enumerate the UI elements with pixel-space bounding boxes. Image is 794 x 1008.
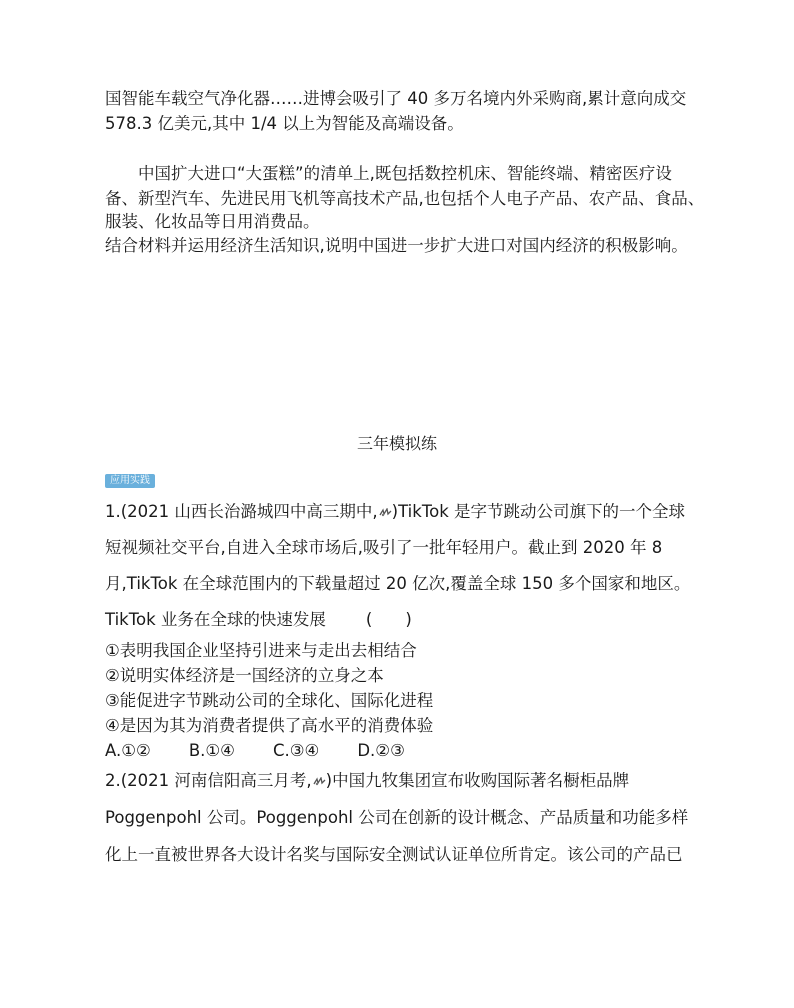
q1-line-2: 短视频社交平台,自进入全球市场后,吸引了一批年轻用户。截止到 2020 年 8 [105, 538, 663, 557]
q1-stem-start: )TikTok 是字节跳动公司旗下的一个全球 [391, 502, 685, 521]
option-b: B.①④ [188, 741, 235, 760]
option-d: D.②③ [357, 741, 405, 760]
q1-line-1 [105, 502, 685, 522]
material-line-2: 578.3 亿美元,其中 1/4 以上为智能及高端设备。 [105, 114, 464, 133]
q2-stem-start: )中国九牧集团宣布收购国际著名橱柜品牌 [325, 771, 630, 790]
question-prompt: 结合材料并运用经济生活知识,说明中国进一步扩大进口对国内经济的积极影响。 [105, 236, 688, 255]
material-line-5: 服装、化妆品等日用消费品。 [105, 212, 320, 231]
q1-line-4 [105, 610, 412, 630]
section-tag: 应用实践 [105, 474, 155, 488]
material-line-4: 备、新型汽车、先进民用飞机等高技术产品,也包括个人电子产品、农产品、食品、 [105, 189, 705, 208]
q2-line-1 [105, 771, 629, 791]
q1-item-1: ①表明我国企业坚持引进来与走出去相结合 [105, 641, 417, 660]
material-line-1: 国智能车载空气净化器……进博会吸引了 40 多万名境内外采购商,累计意向成交 [105, 89, 687, 108]
difficulty-star-icon [378, 508, 392, 518]
q2-line-2: Poggenpohl 公司。Poggenpohl 公司在创新的设计概念、产品质量和功能多样 [105, 808, 689, 827]
q1-stem-end: TikTok 业务在全球的快速发展 [105, 610, 326, 629]
difficulty-star-icon [312, 777, 326, 787]
q1-options [105, 741, 405, 761]
q1-item-3: ③能促进字节跳动公司的全球化、国际化进程 [105, 691, 434, 710]
material-line-3: 中国扩大进口“大蛋糕”的清单上,既包括数控机床、智能终端、精密医疗设 [138, 164, 672, 183]
answer-paren: ( ) [365, 610, 412, 629]
q2-line-3: 化上一直被世界各大设计名奖与国际安全测试认证单位所肯定。该公司的产品已 [105, 845, 683, 864]
q2-source: 2.(2021 河南信阳高三月考, [105, 771, 312, 790]
option-c: C.③④ [272, 741, 320, 760]
q1-line-3: 月,TikTok 在全球范围内的下载量超过 20 亿次,覆盖全球 150 多个国家和地区。 [105, 574, 691, 593]
q1-item-4: ④是因为其为消费者提供了高水平的消费体验 [105, 716, 434, 735]
q1-source: 1.(2021 山西长治潞城四中高三期中, [105, 502, 378, 521]
q1-item-2: ②说明实体经济是一国经济的立身之本 [105, 666, 384, 685]
section-title: 三年模拟练 [356, 434, 437, 453]
option-a: A.①② [105, 741, 151, 760]
